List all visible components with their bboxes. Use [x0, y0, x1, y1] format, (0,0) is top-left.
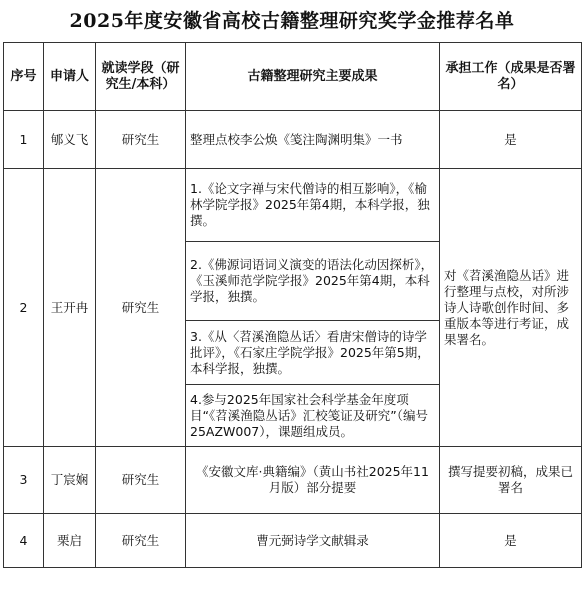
header-stage: 就读学段（研究生/本科）: [96, 43, 186, 111]
row-achievement: 《安徽文库·典籍编》（黄山书社2025年11月版）部分提要: [186, 447, 440, 514]
row-role: 是: [440, 514, 582, 568]
row-achievement: 2.《佛源词语词义演变的语法化动因探析》，《玉溪师范学院学报》2025年第4期，本科学报，独撰。: [186, 242, 440, 321]
table-row: [4, 447, 582, 514]
table-header-row: [4, 43, 582, 111]
header-role: 承担工作（成果是否署名）: [440, 43, 582, 111]
row-achievement: 整理点校李公焕《笺注陶渊明集》一书: [186, 111, 440, 169]
row-role: 对《苕溪渔隐丛话》进行整理与点校，对所涉诗人诗歌创作时间、多重版本等进行考证，成果署名。: [440, 169, 582, 447]
row-achievement: 曹元弼诗学文献辑录: [186, 514, 440, 568]
header-achievements: 古籍整理研究主要成果: [186, 43, 440, 111]
table-row: [4, 111, 582, 169]
row-stage: 研究生: [96, 169, 186, 447]
header-applicant: 申请人: [44, 43, 96, 111]
row-name: 栗启: [44, 514, 96, 568]
row-index: 2: [4, 169, 44, 447]
header-index: 序号: [4, 43, 44, 111]
row-name: 丁宸娴: [44, 447, 96, 514]
row-stage: 研究生: [96, 514, 186, 568]
row-stage: 研究生: [96, 111, 186, 169]
row-index: 3: [4, 447, 44, 514]
row-achievement: 1.《论文字禅与宋代僧诗的相互影响》，《榆林学院学报》2025年第4期，本科学报，独撰。: [186, 169, 440, 242]
row-stage: 研究生: [96, 447, 186, 514]
table-row: [4, 514, 582, 568]
row-role: 撰写提要初稿，成果已署名: [440, 447, 582, 514]
row-name: 郇义飞: [44, 111, 96, 169]
row-index: 4: [4, 514, 44, 568]
row-name: 王开冉: [44, 169, 96, 447]
row-achievement: 3.《从〈苕溪渔隐丛话〉看唐宋僧诗的诗学批评》，《石家庄学院学报》2025年第5期，本科学报，独撰。: [186, 321, 440, 385]
recommendation-table: [3, 42, 582, 568]
row-role: 是: [440, 111, 582, 169]
document-title: 2025年度安徽省高校古籍整理研究奖学金推荐名单: [69, 10, 515, 32]
row-achievement: 4.参与2025年国家社会科学基金年度项目“《苕溪渔隐丛话》汇校笺证及研究”（编号25AZW007），课题组成员。: [186, 385, 440, 447]
table-row: [4, 169, 582, 242]
row-index: 1: [4, 111, 44, 169]
